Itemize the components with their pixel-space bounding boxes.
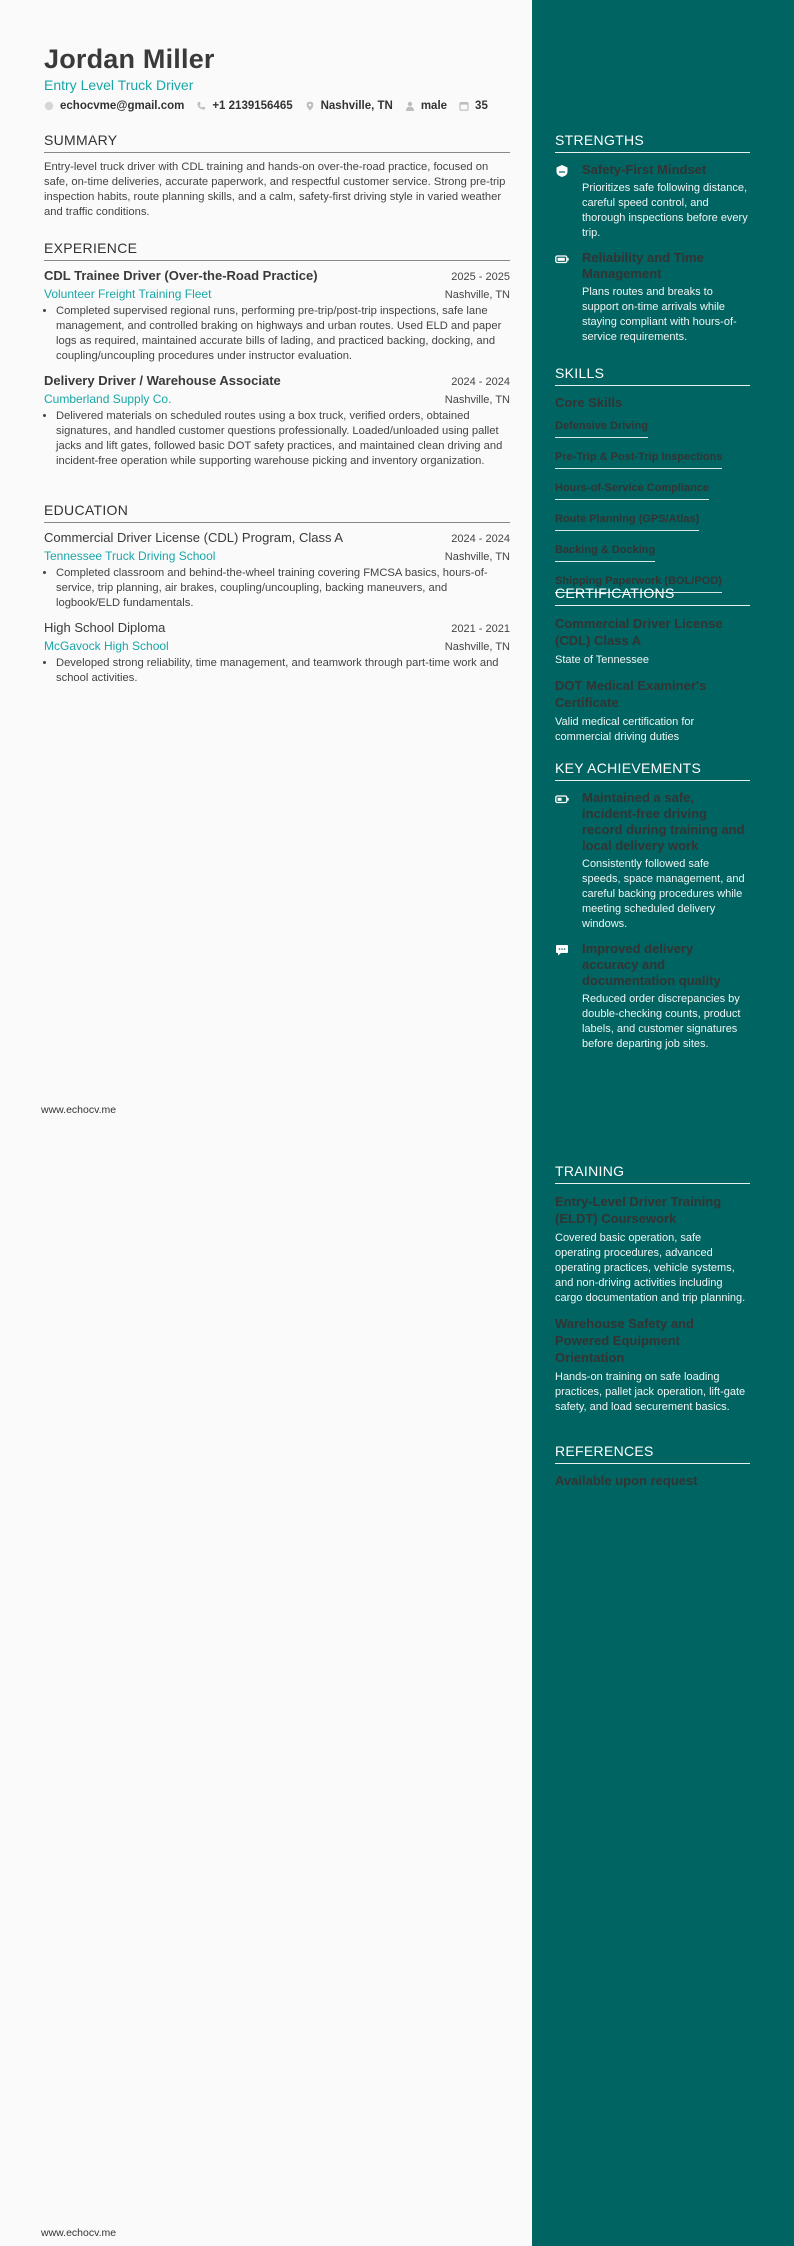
phone-text: +1 2139156465 [212, 100, 293, 112]
strength-title: Safety-First Mindset [582, 162, 707, 177]
contact-gender [405, 100, 447, 112]
calendar-icon [459, 101, 469, 111]
entry-title: High School Diploma [44, 620, 166, 635]
summary-text: Entry-level truck driver with CDL training and hands-on over-the-road practice, focused on safe, on-time deliveries, accurate paperwork, and respectful customer service. Strong pre-trip inspection habits, route planning skills, and a calm, safety-first driving style in varied weather and traffic conditions. [44, 161, 506, 218]
certification-item [555, 615, 750, 668]
entry-organization: McGavock High School [44, 639, 169, 653]
contact-age [459, 100, 488, 112]
achievement-item [555, 790, 750, 932]
certification-title: DOT Medical Examiner's Certificate [555, 678, 707, 710]
skill-tag: Defensive Driving [555, 420, 648, 438]
shield-icon [555, 164, 569, 178]
strength-description: Plans routes and breaks to support on-time arrivals while staying compliant with hours-of-service requirements. [582, 286, 737, 343]
strength-item [555, 162, 750, 241]
entry-title: Delivery Driver / Warehouse Associate [44, 373, 281, 388]
entry-date: 2024 - 2024 [451, 376, 510, 388]
contact-location [305, 100, 393, 112]
entry-bullet: • Completed classroom and behind-the-wheel training covering FMCSA basics, hours-of-service, trip planning, air brakes, coupling/uncoupling, backing maneuvers, and logbook/ELD fundamentals. [56, 566, 510, 611]
summary-section [44, 132, 510, 220]
contact-phone[interactable] [196, 100, 292, 112]
education-section [44, 502, 510, 695]
achievements-section [555, 760, 750, 1061]
training-title: Warehouse Safety and Powered Equipment Orientation [555, 1316, 694, 1365]
skills-category: Core Skills [555, 395, 623, 410]
skills-heading: SKILLS [555, 365, 750, 386]
references-section [555, 1443, 750, 1488]
entry-bullet: • Delivered materials on scheduled routes using a box truck, verified orders, obtained signatures, and handled customer questions professionally. Loaded/unloaded using pallet jacks and lift gates, followed basic DOT safety practices, and maintained clean driving and incident-free operation while supporting warehouse picking and inventory organization. [56, 409, 510, 469]
battery-icon [555, 252, 569, 266]
education-entry [44, 620, 510, 686]
achievement-title: Maintained a safe, incident-free driving record during training and local delivery work [582, 790, 745, 853]
strength-title: Reliability and Time Management [582, 250, 704, 281]
experience-entry [44, 373, 510, 469]
achievement-description: Reduced order discrepancies by double-checking counts, product labels, and customer signatures before departing job sites. [582, 993, 741, 1050]
skill-tag: Pre-Trip & Post-Trip Inspections [555, 451, 722, 469]
contact-email[interactable] [44, 100, 184, 112]
certification-issuer: State of Tennessee [555, 654, 649, 666]
experience-entry [44, 268, 510, 364]
entry-location: Nashville, TN [444, 641, 510, 653]
skill-tag: Route Planning (GPS/Atlas) [555, 513, 699, 531]
certifications-heading: CERTIFICATIONS [555, 585, 750, 606]
entry-location: Nashville, TN [444, 289, 510, 301]
entry-location: Nashville, TN [444, 551, 510, 563]
gender-icon [405, 101, 415, 111]
entry-title: Commercial Driver License (CDL) Program, Class A [44, 530, 344, 545]
phone-icon [196, 101, 206, 111]
footer-website[interactable]: www.echocv.me [41, 1104, 117, 1116]
achievements-heading: KEY ACHIEVEMENTS [555, 760, 750, 781]
skills-section [555, 365, 750, 602]
strength-item [555, 250, 750, 345]
contact-bar [44, 100, 500, 112]
references-heading: REFERENCES [555, 1443, 750, 1464]
entry-date: 2025 - 2025 [451, 271, 510, 283]
skill-tag: Shipping Paperwork (BOL/POD) [555, 575, 722, 593]
footer-website[interactable]: www.echocv.me [41, 2227, 117, 2239]
email-text: echocvme@gmail.com [60, 100, 185, 112]
entry-location: Nashville, TN [444, 394, 510, 406]
certifications-section [555, 585, 750, 754]
education-heading: EDUCATION [44, 502, 510, 523]
training-description: Covered basic operation, safe operating procedures, advanced operating practices, vehicle systems, and non-driving activities including cargo documentation and trip planning. [555, 1232, 746, 1304]
references-text: Available upon request [555, 1473, 698, 1488]
skills-list [555, 416, 750, 602]
strengths-heading: STRENGTHS [555, 132, 750, 153]
training-section [555, 1163, 750, 1424]
entry-date: 2021 - 2021 [451, 623, 510, 635]
chat-icon [555, 943, 569, 957]
training-heading: TRAINING [555, 1163, 750, 1184]
entry-organization: Cumberland Supply Co. [44, 392, 172, 406]
achievement-item [555, 941, 750, 1052]
achievement-title: Improved delivery accuracy and documentation quality [582, 941, 721, 988]
job-title: Entry Level Truck Driver [44, 77, 194, 93]
email-icon [44, 101, 54, 111]
experience-section [44, 240, 510, 478]
training-description: Hands-on training on safe loading practices, pallet jack operation, lift-gate safety, and load securement basics. [555, 1371, 746, 1413]
achievement-description: Consistently followed safe speeds, space management, and careful backing procedures while meeting scheduled delivery windows. [582, 858, 745, 930]
age-text: 35 [475, 100, 488, 112]
training-item [555, 1315, 750, 1415]
candidate-name: Jordan Miller [44, 44, 215, 74]
gender-text: male [420, 100, 448, 112]
education-entry [44, 530, 510, 611]
entry-bullet: • Developed strong reliability, time management, and teamwork through part-time work and school activities. [56, 656, 510, 686]
skill-tag: Hours-of-Service Compliance [555, 482, 709, 500]
certification-title: Commercial Driver License (CDL) Class A [555, 616, 723, 648]
battery-icon [555, 792, 569, 806]
entry-bullet: • Completed supervised regional runs, performing pre-trip/post-trip inspections, safe lane management, and controlled braking on highways and urban routes. Used ELD and paper logs as required, maintained accurate bills of lading, and practiced backing, docking, and coupling/uncoupling procedures under instructor evaluation. [56, 304, 510, 364]
entry-date: 2024 - 2024 [451, 533, 510, 545]
experience-heading: EXPERIENCE [44, 240, 510, 261]
training-title: Entry-Level Driver Training (ELDT) Coursework [555, 1194, 722, 1226]
entry-title: CDL Trainee Driver (Over-the-Road Practice) [44, 268, 318, 283]
skill-tag: Backing & Docking [555, 544, 655, 562]
entry-organization: Volunteer Freight Training Fleet [44, 287, 212, 301]
training-item [555, 1193, 750, 1306]
strength-description: Prioritizes safe following distance, careful speed control, and thorough inspections before every trip. [582, 182, 748, 239]
location-text: Nashville, TN [320, 100, 393, 112]
summary-heading: SUMMARY [44, 132, 510, 153]
location-icon [305, 101, 315, 111]
strengths-section [555, 132, 750, 354]
certification-item [555, 677, 750, 745]
entry-organization: Tennessee Truck Driving School [44, 549, 216, 563]
certification-detail: Valid medical certification for commercial driving duties [555, 716, 695, 743]
